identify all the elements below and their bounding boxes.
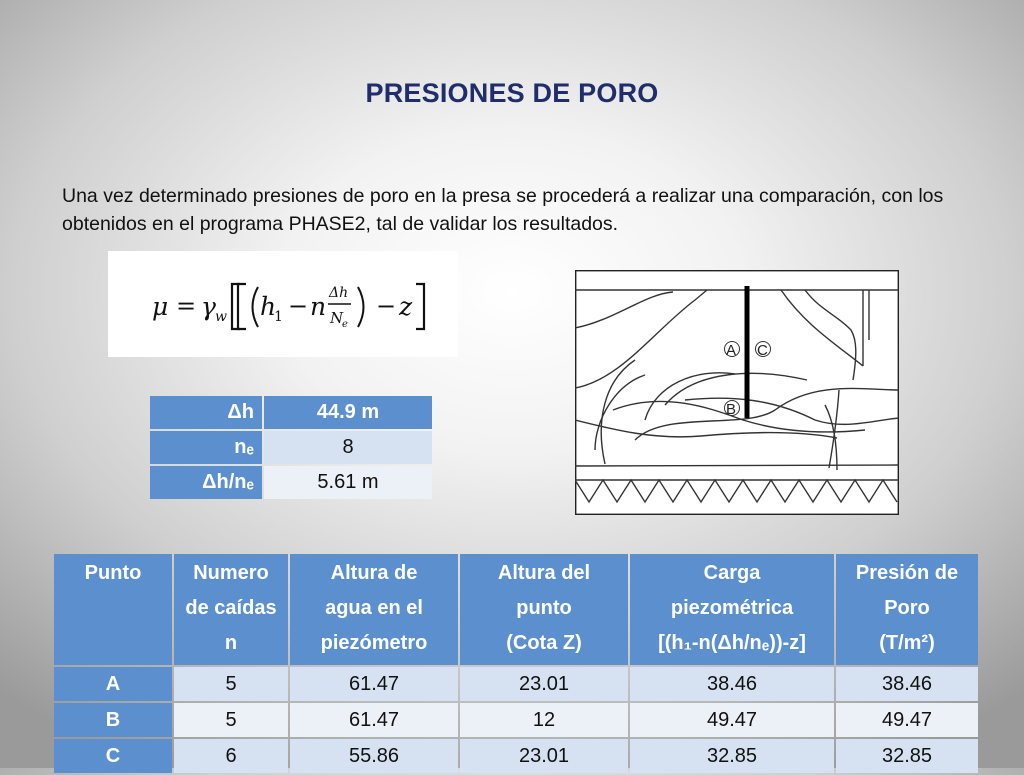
param-key: nₑ bbox=[150, 431, 262, 464]
formula-gamma: γ bbox=[201, 292, 216, 321]
formula-minus2: − bbox=[376, 292, 397, 320]
formula-h-sub: 1 bbox=[274, 309, 283, 325]
flow-line-3 bbox=[781, 290, 863, 366]
left-bracket-inner bbox=[238, 284, 246, 329]
table-cell: 49.47 bbox=[836, 703, 978, 737]
header-altura-punto: Altura del punto (Cota Z) bbox=[460, 554, 628, 665]
param-key: Δh/nₑ bbox=[150, 466, 262, 499]
table-cell: B bbox=[54, 703, 172, 737]
bedrock-hatch bbox=[575, 480, 897, 502]
table-cell: 23.01 bbox=[460, 739, 628, 773]
slide-title: PRESIONES DE PORO bbox=[365, 78, 659, 108]
table-cell: 12 bbox=[460, 703, 628, 737]
intro-paragraph: Una vez determinado presiones de poro en la presa se procederá a realizar una comparación, con los obtenidos en el programa PHASE2, tal de validar los resultados. bbox=[62, 185, 944, 235]
header-presion-poro: Presión de Poro (T/m²) bbox=[836, 554, 978, 665]
table-cell: A bbox=[54, 667, 172, 701]
table-header-row bbox=[54, 554, 978, 665]
param-value: 5.61 m bbox=[264, 466, 432, 499]
marker-b-label: B bbox=[726, 401, 737, 418]
flow-line-4 bbox=[805, 290, 856, 380]
right-paren bbox=[358, 287, 364, 327]
formula-frac-den-sub: e bbox=[342, 319, 348, 330]
table-cell: 6 bbox=[174, 739, 288, 773]
header-punto: Punto bbox=[54, 554, 172, 665]
parameters-table bbox=[148, 394, 434, 501]
flow-line-2 bbox=[575, 290, 707, 388]
table-cell: 23.01 bbox=[460, 667, 628, 701]
param-value: 8 bbox=[264, 431, 432, 464]
flow-line-1 bbox=[575, 292, 673, 328]
formula-frac-den: N bbox=[330, 309, 344, 327]
flow-line-12 bbox=[575, 465, 899, 466]
formula-z: z bbox=[399, 292, 413, 321]
table-cell: 32.85 bbox=[836, 739, 978, 773]
table-row bbox=[54, 667, 978, 701]
table-cell: 38.46 bbox=[630, 667, 834, 701]
header-numero-caidas: Numero de caídas n bbox=[174, 554, 288, 665]
pore-pressure-formula bbox=[108, 251, 458, 357]
param-row-delta-h-over-ne bbox=[150, 466, 432, 499]
formula-h: h bbox=[260, 292, 277, 321]
formula-mu: μ bbox=[152, 292, 169, 321]
right-bracket bbox=[416, 284, 424, 329]
header-altura-agua: Altura de agua en el piezómetro bbox=[290, 554, 458, 665]
table-cell: 55.86 bbox=[290, 739, 458, 773]
pore-pressure-table bbox=[52, 552, 980, 775]
formula-eq: = bbox=[176, 292, 197, 320]
formula-minus1: − bbox=[288, 292, 309, 320]
table-cell: 61.47 bbox=[290, 667, 458, 701]
marker-c-label: C bbox=[757, 342, 768, 359]
formula-n: n bbox=[310, 292, 327, 321]
table-cell: 32.85 bbox=[630, 739, 834, 773]
table-row bbox=[54, 703, 978, 737]
param-key: Δh bbox=[150, 396, 262, 429]
marker-a-label: A bbox=[726, 342, 737, 359]
table-cell: 38.46 bbox=[836, 667, 978, 701]
param-row-delta-h bbox=[150, 396, 432, 429]
header-carga-piezometrica: Carga piezométrica [(h₁-n(Δh/nₑ))-z] bbox=[630, 554, 834, 665]
formula-frac-num: Δh bbox=[329, 285, 349, 301]
table-cell: 61.47 bbox=[290, 703, 458, 737]
table-cell: C bbox=[54, 739, 172, 773]
table-cell: 49.47 bbox=[630, 703, 834, 737]
flow-line-11 bbox=[575, 420, 837, 438]
formula-gamma-sub: w bbox=[215, 309, 227, 325]
param-row-ne bbox=[150, 431, 432, 464]
param-value: 44.9 m bbox=[264, 396, 432, 429]
diagram-border bbox=[576, 271, 899, 515]
table-cell: 5 bbox=[174, 703, 288, 737]
table-cell: 5 bbox=[174, 667, 288, 701]
left-paren bbox=[253, 287, 259, 327]
flow-net-diagram bbox=[575, 270, 899, 515]
